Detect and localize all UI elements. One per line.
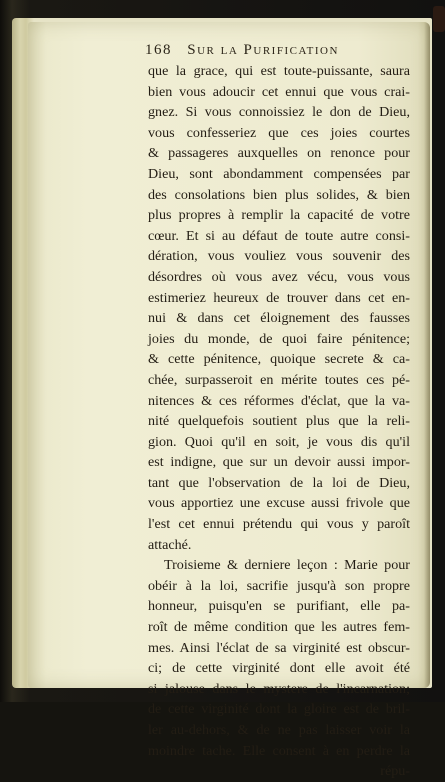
text-line: Dieu, sont abondamment compensées par: [148, 165, 410, 182]
text-line: gnez. Si vous connoissiez le don de Dieu,: [148, 104, 410, 121]
text-line: de cette virginité dont la gloire est de bril-: [148, 701, 410, 718]
text-line: désordres où vous avez vécu, vous vous: [148, 268, 410, 285]
text-line: estimeriez heureux de trouver dans cet en-: [148, 289, 410, 306]
text-line: mes. Ainsi l'éclat de sa virginité est obscur-: [148, 639, 410, 656]
text-line: dération, vous vouliez vous souvenir des: [148, 248, 410, 265]
text-line: cœur. Et si au défaut de toute autre consi-: [148, 227, 410, 244]
bookmark-ribbon: [433, 6, 445, 32]
page-edge-shadow: [424, 22, 430, 688]
text-line: gion. Quoi qu'il en soit, je vous dis qu'il: [148, 433, 410, 450]
text-line: attaché.: [148, 536, 192, 553]
text-line: & passageres auxquelles on renonce pour: [148, 145, 410, 162]
text-line: nité quelquefois soutient plus que la reli-: [148, 413, 410, 430]
text-line: ci; de cette virginité dont elle avoit été: [148, 660, 410, 677]
text-line: si jalouse dans le mystere de l'incarnation;: [148, 680, 410, 697]
page-number: 168: [145, 42, 172, 58]
text-line: tant que l'observation de la loi de Dieu,: [148, 474, 410, 491]
text-line: honneur, puisqu'en se purifiant, elle pa-: [148, 598, 410, 615]
text-line: nitences & ces réformes d'éclat, que la va-: [148, 392, 410, 409]
body-text: [148, 61, 410, 782]
text-line: ler au-dehors, & de ne pas laisser voir la: [148, 722, 410, 738]
text-line: roît de même condition que les autres fem-: [148, 619, 410, 636]
text-line: l'est cet ennui prétendu qui vous y paroît: [148, 516, 410, 533]
text-line: plus propres à remplir la capacité de votre: [148, 207, 410, 224]
text-line: chée, surpasseroit en mérite toutes ces pé-: [148, 371, 410, 388]
text-line: joies du monde, de quoi faire pénitence;: [148, 330, 410, 347]
running-title: Sur la Purification: [187, 42, 339, 58]
text-line: vous apportiez une excuse aussi frivole que: [148, 495, 410, 512]
paragraph-container: [148, 61, 410, 761]
catchword: répu-: [380, 763, 410, 780]
text-line: vous confesseriez que ces joies courtes: [148, 124, 410, 141]
text-line: est indigne, que sur un devoir aussi impor-: [148, 454, 410, 471]
text-line: des consolations bien plus solides, & bien: [148, 186, 410, 203]
text-line: Troisieme & derniere leçon : Marie pour: [164, 557, 410, 574]
text-line: bien vous adoucir cet ennui que vous crai-: [148, 83, 410, 100]
text-line: moindre tache. Elle consent à en perdre la: [148, 742, 410, 759]
text-line: que la grace, qui est toute-puissante, saura: [148, 63, 410, 79]
text-line: & cette pénitence, quoique secrete & ca-: [148, 351, 410, 368]
text-line: obéir à la loi, sacrifie jusqu'à son propre: [148, 577, 410, 594]
text-line: nui & dans cet éloignement des fausses: [148, 310, 410, 327]
